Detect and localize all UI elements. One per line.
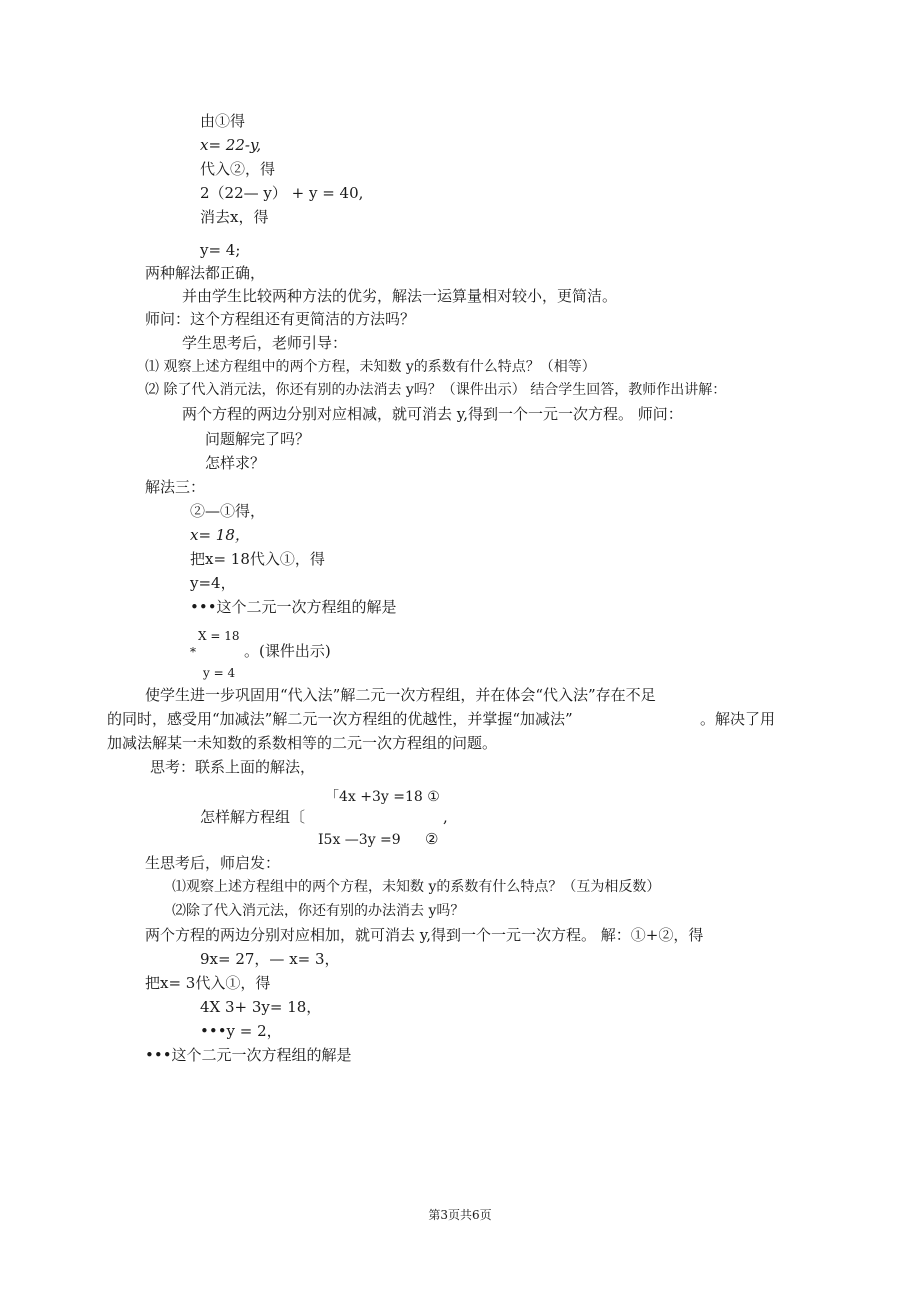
text-line: •••这个二元一次方程组的解是 (190, 598, 397, 616)
equation-line: 9x= 27，— x= 3， (200, 950, 340, 968)
text-line: 使学生进一步巩固用“代入法”解二元一次方程组，并在体会“代入法”存在不足 (145, 686, 656, 704)
equation-line: X = 18 (198, 629, 240, 643)
text-line: 问题解完了吗？ (205, 430, 311, 448)
text-line: ⑴观察上述方程组中的两个方程，未知数 y的系数有什么特点？（互为相反数） (172, 879, 661, 895)
text-line: 思考：联系上面的解法， (150, 758, 316, 776)
equation-number: ② (425, 830, 439, 848)
text-line: 两个方程的两边分别对应相加，就可消去 y,得到一个一元一次方程。 解：①+②，得 (145, 926, 704, 944)
text-line: 的同时，感受用“加减法”解二元一次方程组的优越性，并掌握“加减法” (107, 710, 573, 728)
equation-line: x= 18， (190, 526, 250, 544)
text-line: 代入②，得 (200, 160, 276, 178)
text-line: 两个方程的两边分别对应相减，就可消去 y,得到一个一元一次方程。 师问： (182, 405, 683, 423)
text-line: 。解决了用 (700, 710, 776, 728)
equation-line: y=4， (190, 574, 236, 592)
text-line: 。(课件出示) (244, 642, 331, 660)
text-line: 怎样解方程组〔 (200, 808, 306, 826)
text-line: ⑵ 除了代入消元法，你还有别的办法消去 y吗？（课件出示） 结合学生回答，教师作出讲解： (145, 382, 727, 398)
punctuation: , (443, 808, 448, 826)
text-line: 学生思考后，老师引导： (182, 334, 348, 352)
equation-line: y= 4; (200, 241, 241, 259)
text-line: 由①得 (200, 112, 246, 130)
section-heading: 解法三： (145, 478, 206, 496)
text-line: 消去x，得 (200, 208, 269, 226)
text-line: 生思考后，师启发： (145, 854, 281, 872)
equation-line: y = 4 (203, 666, 236, 680)
equation-line: 「4x +3y =18 ① (325, 789, 440, 805)
equation-line: 4X 3+ 3y= 18， (200, 998, 322, 1016)
text-line: ⑵除了代入消元法，你还有别的办法消去 y吗？ (172, 903, 465, 919)
text-line: ⑴ 观察上述方程组中的两个方程，未知数 y的系数有什么特点？（相等） (145, 359, 596, 375)
text-line: •••这个二元一次方程组的解是 (145, 1046, 352, 1064)
text-line: 把x= 18代入①，得 (190, 550, 325, 568)
equation-line: •••y = 2， (200, 1022, 282, 1040)
text-line: 并由学生比较两种方法的优劣，解法一运算量相对较小，更简洁。 (182, 287, 618, 305)
text-line: 加减法解某一未知数的系数相等的二元一次方程组的问题。 (107, 734, 498, 752)
equation-line: I5x —3y =9 (318, 832, 401, 848)
text-line: 两种解法都正确， (145, 264, 266, 282)
text-line: 师问：这个方程组还有更简洁的方法吗？ (145, 310, 416, 328)
page-footer: 第3页共6页 (428, 1208, 492, 1222)
brace-mark: * (190, 645, 196, 659)
text-line: 怎样求？ (205, 454, 266, 472)
text-line: ②—①得， (190, 502, 266, 520)
text-line: 把x= 3代入①，得 (145, 974, 271, 992)
equation-line: x= 22-y, (200, 136, 262, 154)
equation-line: 2（22— y） + y = 40, (200, 184, 364, 202)
